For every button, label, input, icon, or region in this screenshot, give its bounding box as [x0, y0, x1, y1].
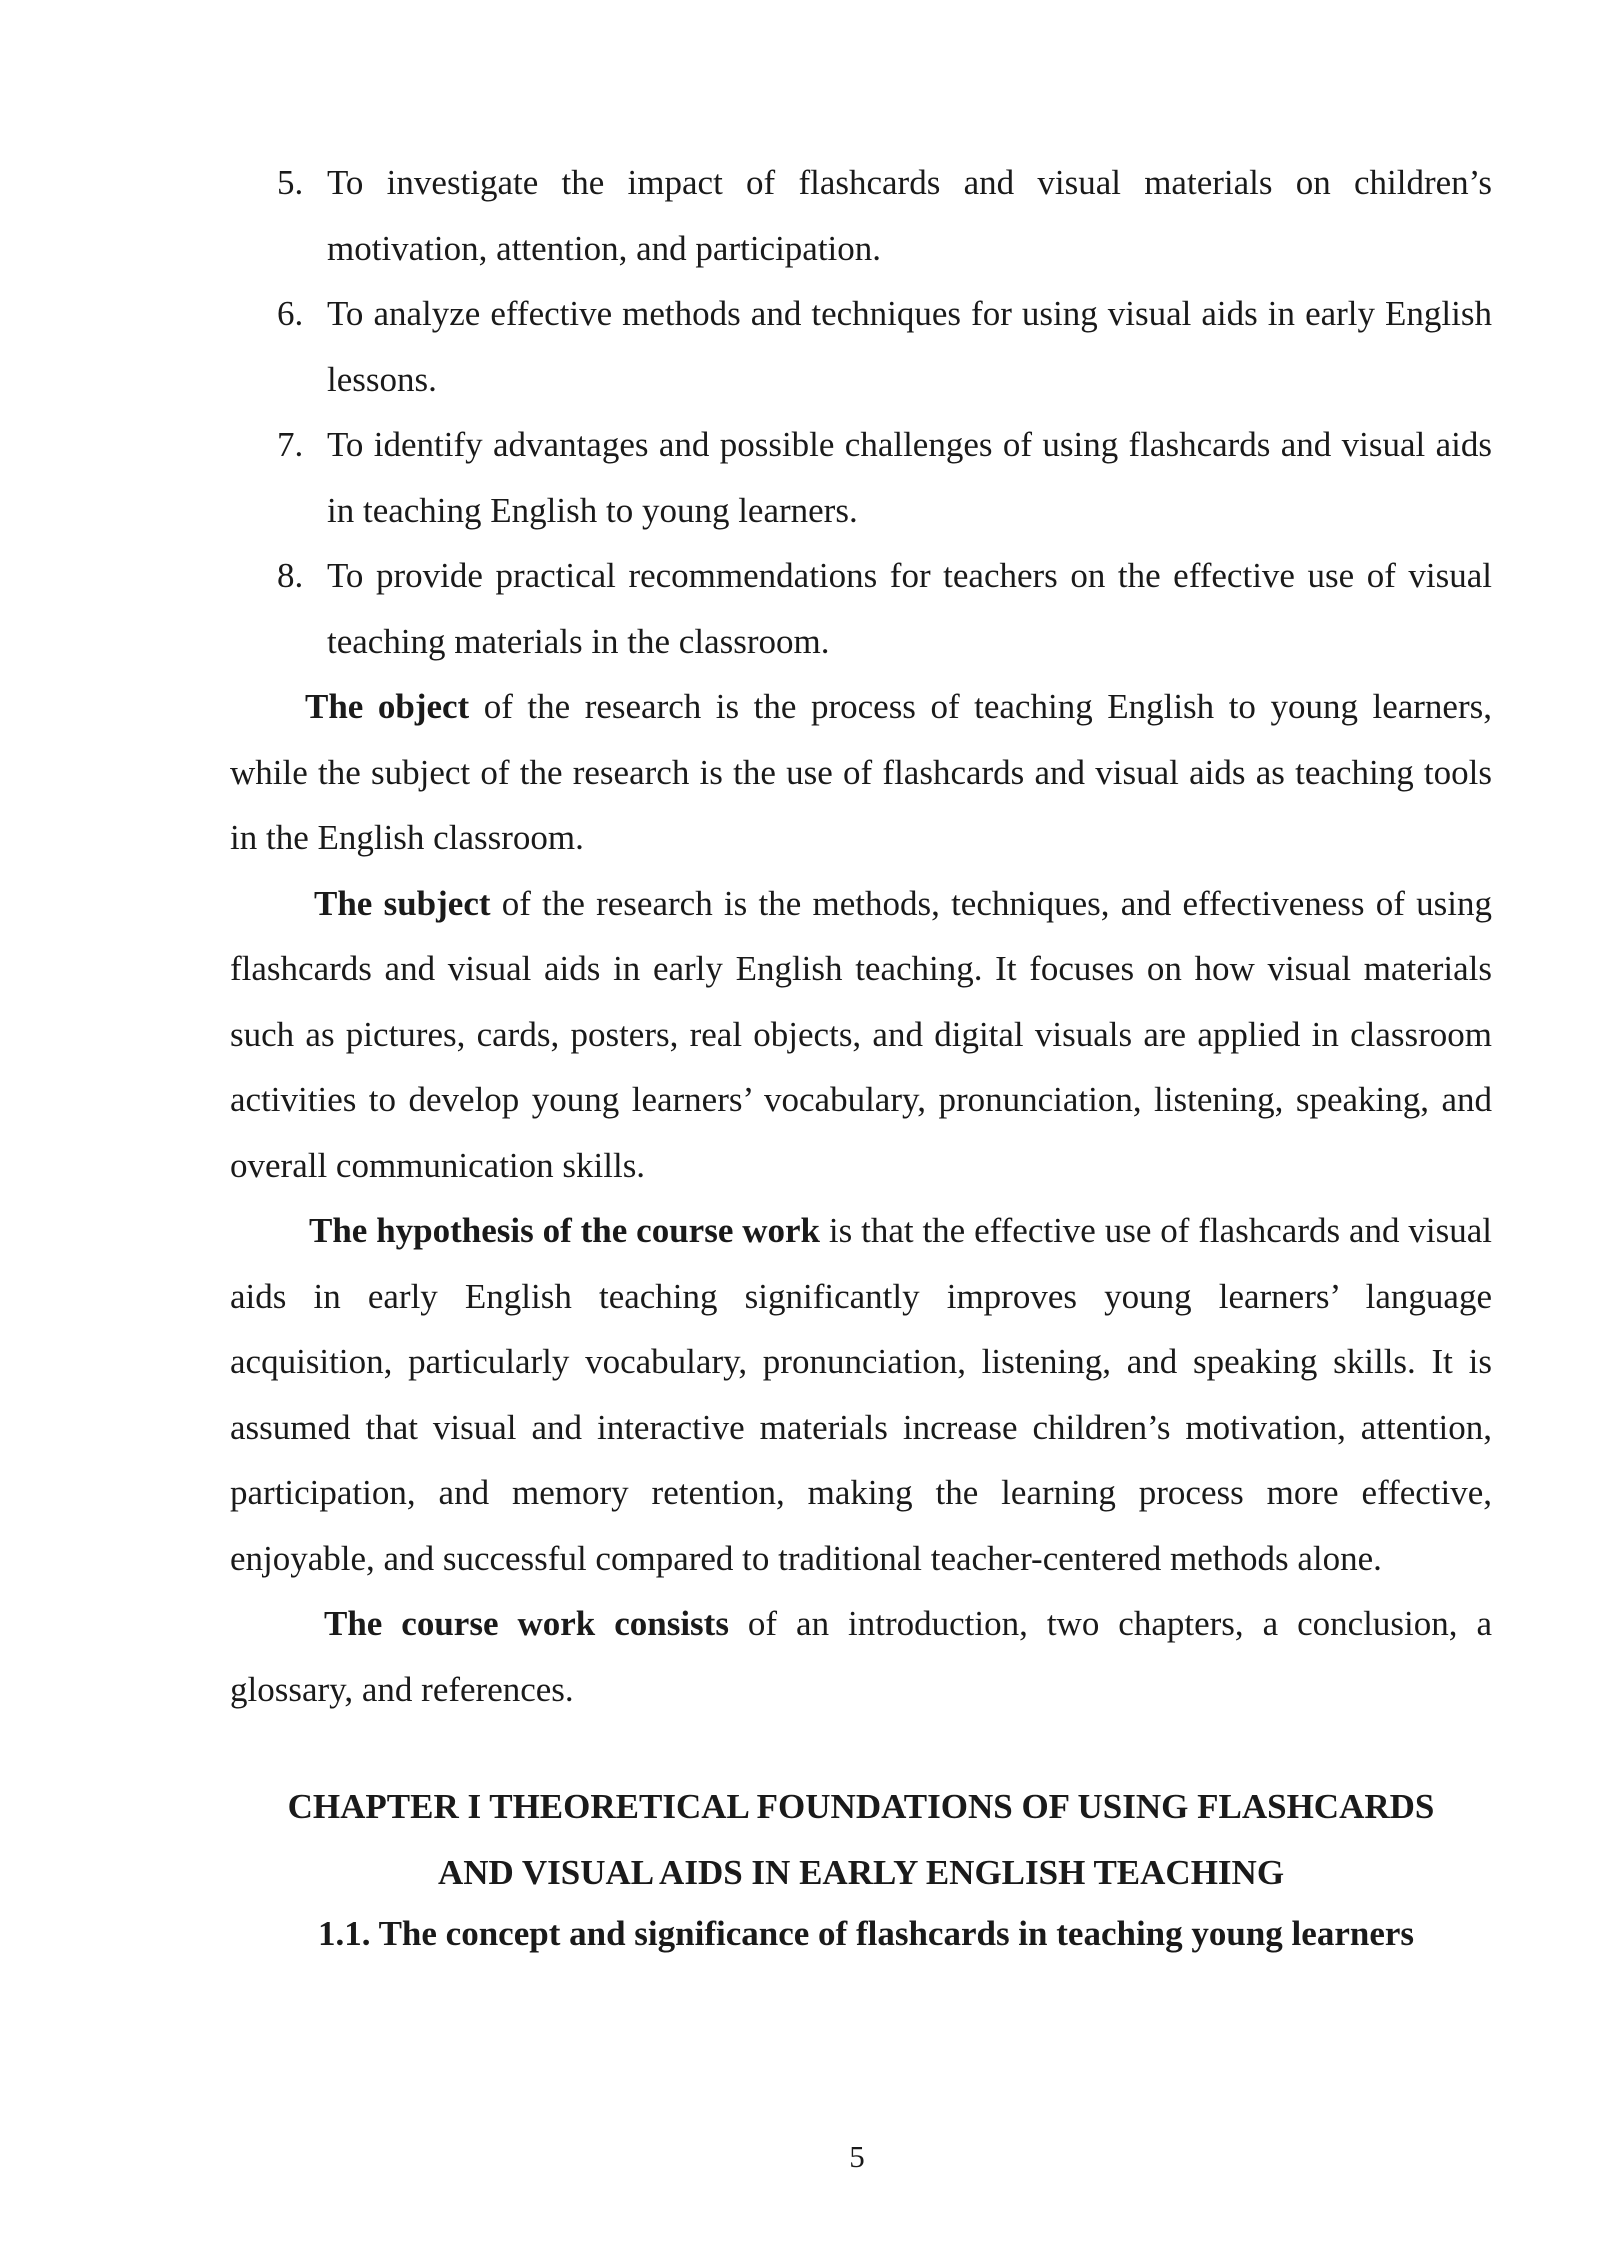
subject-term: The subject [314, 883, 491, 923]
list-item-number: 5. [277, 163, 304, 202]
list-item-text: To analyze effective methods and techniques for using visual aids in early English lessons. [327, 294, 1492, 399]
page-number: 5 [849, 2139, 865, 2174]
list-item-number: 6. [277, 294, 304, 333]
hypothesis-text: is that the effective use of flashcards and visual aids in early English teaching significantly improves young learners’ language acquisition, particularly vocabulary, pronunciation, listening, and speaking skills. It is assumed that visual and interactive materials increase children’s motivation, attention, participation, and memory retention, making the learning process more effective, enjoyable, and successful compared to traditional teacher-centered methods alone. [230, 1211, 1492, 1578]
object-text: of the research is the process of teaching English to young learners, while the subject of the research is the use of flashcards and visual aids as teaching tools in the English classroom. [230, 687, 1492, 857]
section-title: 1.1. The concept and significance of flashcards in teaching young learners [317, 1914, 1415, 1953]
list-item-number: 8. [277, 556, 304, 595]
objectives-list [230, 150, 1492, 674]
subject-text: of the research is the methods, techniques, and effectiveness of using flashcards and visual aids in early English teaching. It focuses on how visual materials such as pictures, cards, posters, real objects, and digital visuals are applied in classroom activities to develop young learners’ vocabulary, pronunciation, listening, speaking, and overall communication skills. [230, 883, 1492, 1185]
list-item-text: To provide practical recommendations for teachers on the effective use of visual teaching materials in the classroom. [327, 556, 1492, 661]
structure-text: of an introduction, two chapters, a conclusion, a glossary, and references. [230, 1604, 1492, 1709]
page-content [230, 150, 1492, 1967]
chapter-title-line-2: AND VISUAL AIDS IN EARLY ENGLISH TEACHING [437, 1852, 1285, 1892]
structure-term: The course work consists [324, 1604, 729, 1643]
list-item-number: 7. [277, 425, 304, 464]
object-term: The object [305, 687, 470, 726]
subject-paragraph [230, 871, 1492, 1199]
list-item [230, 281, 1492, 412]
list-item [230, 412, 1492, 543]
list-item-text: To investigate the impact of flashcards and visual materials on children’s motivation, attention, and participation. [327, 163, 1492, 268]
structure-paragraph [230, 1591, 1492, 1722]
list-item-text: To identify advantages and possible challenges of using flashcards and visual aids in teaching English to young learners. [327, 425, 1492, 530]
object-paragraph [230, 674, 1492, 871]
hypothesis-term: The hypothesis of the course work [309, 1211, 821, 1250]
chapter-title [230, 1774, 1492, 1905]
chapter-title-line-1: CHAPTER I THEORETICAL FOUNDATIONS OF USING FLASHCARDS [287, 1787, 1435, 1826]
list-item [230, 150, 1492, 281]
list-item [230, 543, 1492, 674]
hypothesis-paragraph [230, 1198, 1492, 1591]
